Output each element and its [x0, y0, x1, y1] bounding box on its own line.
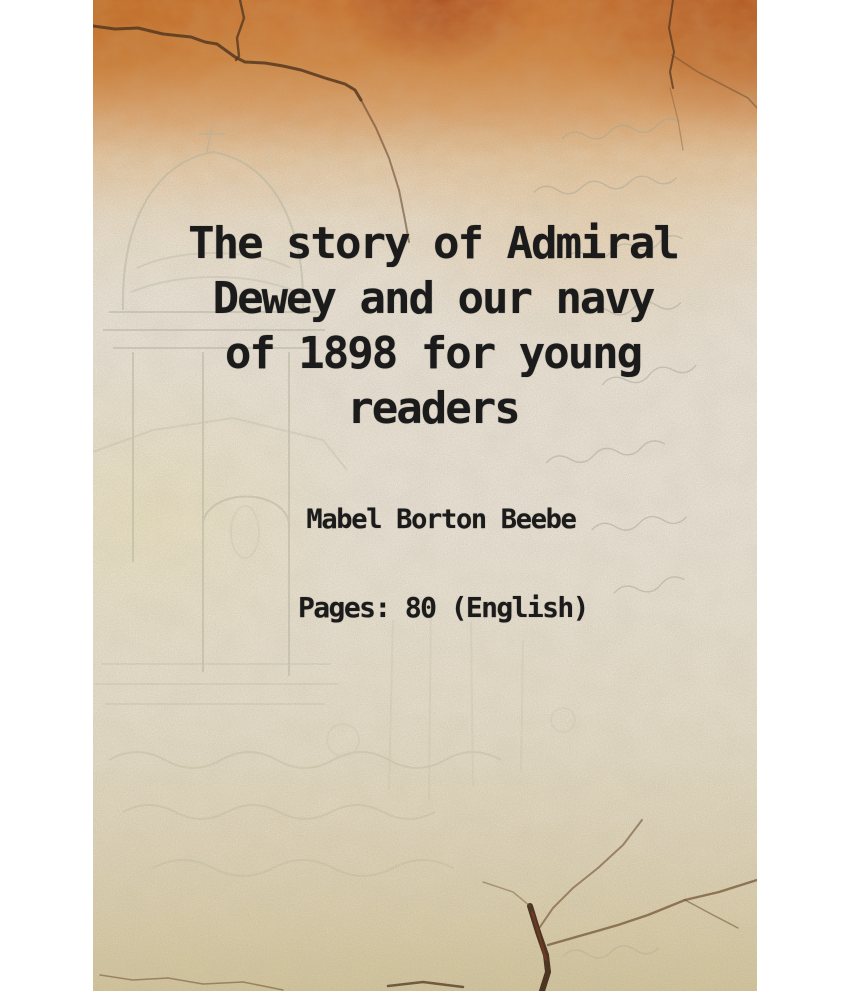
procession-sketch-watermark	[109, 600, 575, 876]
parchment-art	[93, 0, 757, 991]
title-line-4: readers	[347, 383, 519, 434]
book-cover	[93, 0, 757, 991]
crack-lines	[93, 0, 757, 991]
book-title	[101, 216, 765, 436]
title-line-1: The story of Admiral	[188, 218, 678, 269]
warm-burn-texture	[93, 0, 757, 250]
title-line-2: Dewey and our navy	[212, 273, 654, 324]
title-line-3: of 1898 for young	[224, 328, 642, 379]
book-author: Mabel Borton Beebe	[306, 504, 576, 535]
book-pages-info: Pages: 80 (English)	[298, 591, 588, 624]
grain-texture	[93, 0, 757, 991]
mottle-texture	[93, 0, 757, 991]
tan-bottom-texture	[93, 580, 757, 991]
